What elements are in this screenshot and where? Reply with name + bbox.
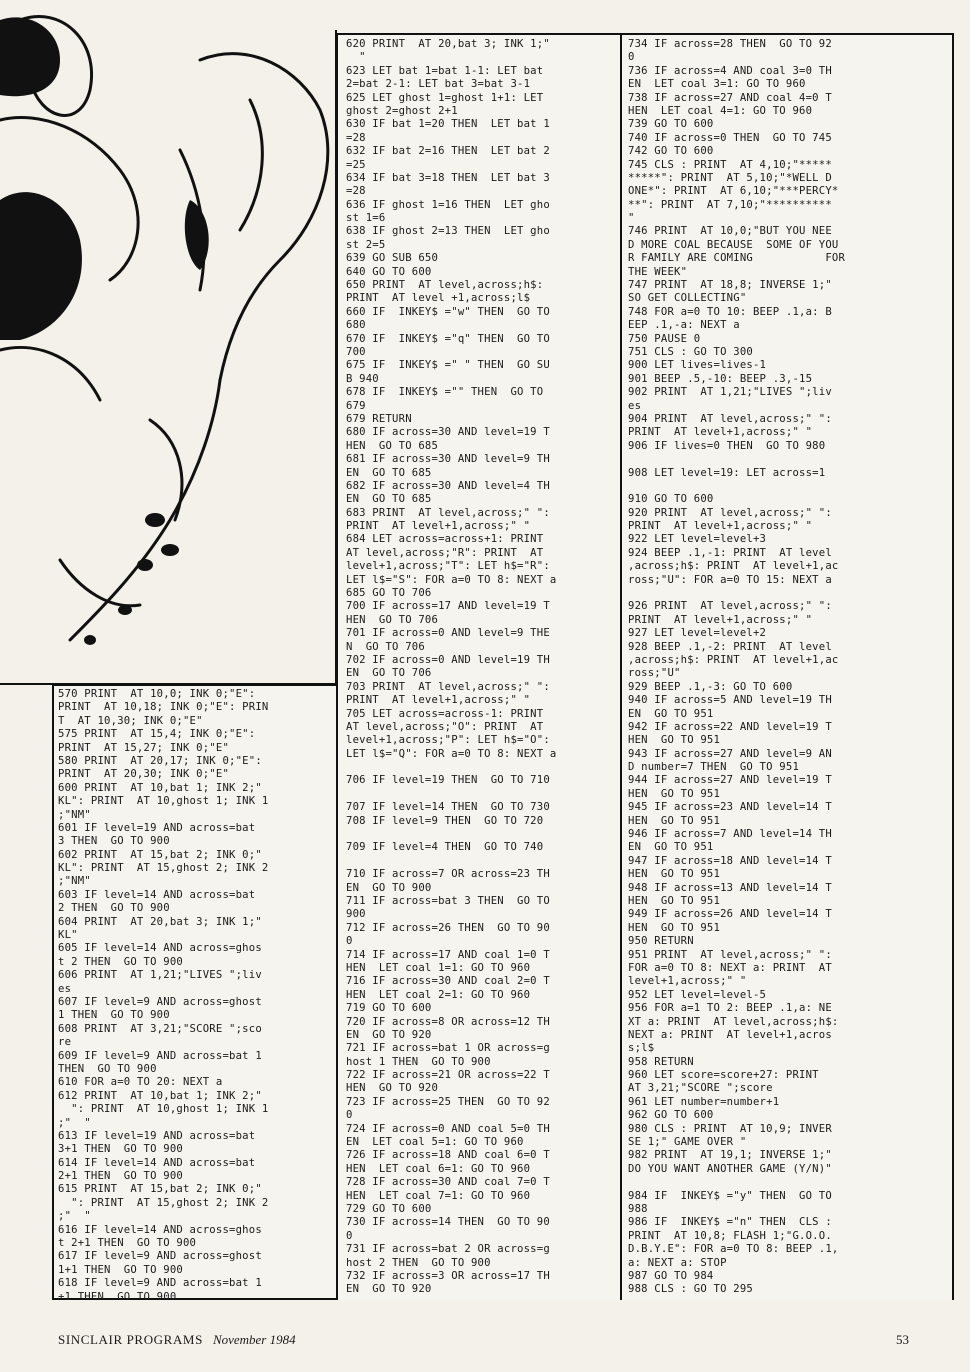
code-line: 607 IF level=9 AND across=ghost: [58, 995, 262, 1008]
code-line: 706 IF level=19 THEN GO TO 710: [346, 774, 550, 787]
code-line: 902 PRINT AT 1,21;"LIVES ";liv: [628, 386, 832, 399]
code-line: 901 BEEP .5,-10: BEEP .3,-15: [628, 372, 813, 385]
code-line: 2 THEN GO TO 900: [58, 902, 170, 915]
code-line: 632 IF bat 2=16 THEN LET bat 2: [346, 145, 550, 158]
code-line: HEN GO TO 951: [628, 868, 721, 881]
code-line: N GO TO 706: [346, 640, 425, 653]
code-line: 724 IF across=0 AND coal 5=0 TH: [346, 1122, 550, 1135]
code-line: HEN LET coal 6=1: GO TO 960: [346, 1162, 531, 1175]
code-line: 0: [346, 1109, 353, 1122]
code-line: EN GO TO 900: [346, 881, 432, 894]
code-line: 601 IF level=19 AND across=bat: [58, 821, 256, 834]
code-line: 702 IF across=0 AND level=19 TH: [346, 653, 550, 666]
code-line: KL": PRINT AT 15,ghost 2; INK 2: [58, 862, 269, 875]
code-line: 640 GO TO 600: [346, 265, 432, 278]
code-line: 940 IF across=5 AND level=19 TH: [628, 694, 832, 707]
code-line: 680 IF across=30 AND level=19 T: [346, 426, 550, 439]
code-line: KL": PRINT AT 10,ghost 1; INK 1: [58, 795, 269, 808]
code-line: 945 IF across=23 AND level=14 T: [628, 801, 832, 814]
code-line: 960 LET score=score+27: PRINT: [628, 1069, 819, 1082]
code-line: level+1,across;"T": LET h$="R":: [346, 560, 550, 573]
code-line: 711 IF across=bat 3 THEN GO TO: [346, 895, 550, 907]
code-line: 747 PRINT AT 18,8; INVERSE 1;": [628, 279, 832, 292]
code-line: **": PRINT AT 7,10;"**********: [628, 198, 832, 211]
code-line: st 2=5: [346, 238, 386, 251]
code-line: 746 PRINT AT 10,0;"BUT YOU NEE: [628, 225, 832, 238]
code-line: 948 IF across=13 AND level=14 T: [628, 881, 832, 894]
code-line: 943 IF across=27 AND level=9 AN: [628, 747, 832, 760]
code-line: 0: [346, 935, 353, 948]
code-line: 1 THEN GO TO 900: [58, 1009, 170, 1022]
code-line: XT a: PRINT AT level,across;h$:: [628, 1015, 839, 1028]
code-line: 731 IF across=bat 2 OR across=g: [346, 1243, 550, 1256]
code-line: =28: [346, 185, 366, 198]
code-line: 714 IF across=17 AND coal 1=0 T: [346, 948, 550, 961]
code-line: 670 IF INKEY$ ="q" THEN GO TO: [346, 332, 550, 345]
code-line: [346, 761, 557, 774]
code-line: 924 BEEP .1,-1: PRINT AT level: [628, 546, 832, 559]
listing-column-b: [346, 38, 557, 1297]
code-line: FOR a=0 TO 8: NEXT a: PRINT AT: [628, 961, 832, 974]
code-line: D number=7 THEN GO TO 951: [628, 761, 800, 774]
code-line: 660 IF INKEY$ ="w" THEN GO TO: [346, 305, 550, 318]
code-line: 0: [346, 1229, 353, 1242]
code-line: 2=bat 2-1: LET bat 3=bat 3-1: [346, 78, 531, 91]
code-line: 684 LET across=across+1: PRINT: [346, 533, 544, 546]
code-line: 738 IF across=27 AND coal 4=0 T: [628, 91, 832, 104]
code-line: LET l$="S": FOR a=0 TO 8: NEXT a: [346, 573, 557, 586]
code-line: t 2+1 THEN GO TO 900: [58, 1237, 197, 1250]
code-line: 0: [628, 51, 635, 64]
code-line: PRINT AT level+1,across;" ": [628, 520, 813, 533]
code-line: 984 IF INKEY$ ="y" THEN GO TO: [628, 1189, 832, 1202]
code-line: ": [346, 51, 366, 64]
code-line: R FAMILY ARE COMING FOR: [628, 252, 846, 265]
code-line: 625 LET ghost 1=ghost 1+1: LET: [346, 91, 544, 104]
code-line: HEN LET coal 4=1: GO TO 960: [628, 104, 813, 117]
code-line: 703 PRINT AT level,across;" ":: [346, 680, 550, 693]
code-line: EEP .1,-a: NEXT a: [628, 319, 740, 332]
code-line: 962 GO TO 600: [628, 1109, 714, 1122]
code-line: D.B.Y.E": FOR a=0 TO 8: BEEP .1,: [628, 1243, 839, 1256]
code-line: ": [628, 212, 635, 225]
code-line: 679: [346, 399, 366, 412]
code-line: 636 IF ghost 1=16 THEN LET gho: [346, 198, 550, 211]
code-line: ghost 2=ghost 2+1: [346, 104, 458, 117]
code-line: 908 LET level=19: LET across=1: [628, 466, 826, 479]
code-line: ;" ": [58, 1210, 91, 1223]
code-line: =25: [346, 158, 366, 171]
code-line: SE 1;" GAME OVER ": [628, 1136, 747, 1149]
code-line: 612 PRINT AT 10,bat 1; INK 2;": [58, 1089, 262, 1102]
code-line: 639 GO SUB 650: [346, 252, 439, 265]
listing-column-a: [58, 688, 269, 1304]
code-line: 900 LET lives=lives-1: [628, 359, 767, 372]
code-line: 634 IF bat 3=18 THEN LET bat 3: [346, 171, 550, 184]
code-line: PRINT AT level+1,across;" ": [628, 426, 813, 439]
code-line: LET l$="Q": FOR a=0 TO 8: NEXT a: [346, 747, 557, 760]
code-line: PRINT AT level+1,across;" ": [346, 520, 531, 533]
code-line: 600 PRINT AT 10,bat 1; INK 2;": [58, 781, 262, 794]
listing-column-c: [628, 38, 845, 1297]
code-line: 3 THEN GO TO 900: [58, 835, 170, 848]
code-line: 580 PRINT AT 20,17; INK 0;"E":: [58, 754, 262, 767]
code-line: AT level,across;"O": PRINT AT: [346, 720, 544, 733]
code-line: 988 CLS : GO TO 295: [628, 1283, 753, 1296]
code-line: 604 PRINT AT 20,bat 3; INK 1;": [58, 915, 262, 928]
code-line: T AT 10,30; INK 0;"E": [58, 714, 203, 727]
code-line: HEN GO TO 951: [628, 814, 721, 827]
code-line: THEN GO TO 900: [58, 1062, 157, 1075]
code-line: 719 GO TO 600: [346, 1002, 432, 1015]
code-line: PRINT AT 15,27; INK 0;"E": [58, 741, 230, 754]
code-line: host 1 THEN GO TO 900: [346, 1055, 491, 1068]
code-line: ,across;h$: PRINT AT level+1,ac: [628, 560, 839, 573]
code-line: HEN GO TO 920: [346, 1082, 439, 1095]
code-line: EN GO TO 951: [628, 707, 714, 720]
code-line: 748 FOR a=0 TO 10: BEEP .1,a: B: [628, 305, 832, 318]
code-line: s;l$: [628, 1042, 655, 1055]
code-line: 709 IF level=4 THEN GO TO 740: [346, 841, 544, 854]
code-line: 904 PRINT AT level,across;" ":: [628, 412, 832, 425]
code-line: 734 IF across=28 THEN GO TO 92: [628, 38, 832, 50]
code-line: NEXT a: PRINT AT level+1,acros: [628, 1028, 832, 1041]
code-line: 602 PRINT AT 15,bat 2; INK 0;": [58, 848, 262, 861]
code-line: HEN LET coal 1=1: GO TO 960: [346, 961, 531, 974]
code-line: 680: [346, 319, 366, 332]
code-line: 608 PRINT AT 3,21;"SCORE ";sco: [58, 1022, 262, 1035]
code-line: ONE*": PRINT AT 6,10;"***PERCY*: [628, 185, 839, 198]
code-line: EN GO TO 951: [628, 841, 714, 854]
code-line: HEN LET coal 7=1: GO TO 960: [346, 1189, 531, 1202]
code-line: [346, 828, 557, 841]
code-line: es: [628, 399, 642, 412]
code-line: 617 IF level=9 AND across=ghost: [58, 1250, 262, 1263]
issue-date: November 1984: [212, 1332, 296, 1347]
code-line: 946 IF across=7 AND level=14 TH: [628, 828, 832, 841]
code-line: 942 IF across=22 AND level=19 T: [628, 720, 832, 733]
code-line: 685 GO TO 706: [346, 587, 432, 600]
code-line: 949 IF across=26 AND level=14 T: [628, 908, 832, 921]
code-line: 605 IF level=14 AND across=ghos: [58, 942, 262, 955]
code-line: HEN GO TO 685: [346, 439, 439, 452]
code-line: a: NEXT a: STOP: [628, 1256, 727, 1269]
code-line: HEN LET coal 2=1: GO TO 960: [346, 988, 531, 1001]
code-line: EN GO TO 920: [346, 1283, 432, 1296]
code-line: 900: [346, 908, 366, 921]
code-line: HEN GO TO 951: [628, 734, 721, 747]
code-line: PRINT AT level+1,across;" ": [346, 694, 531, 707]
code-line: 988: [628, 1202, 648, 1215]
code-line: 929 BEEP .1,-3: GO TO 600: [628, 680, 793, 693]
code-line: t 2 THEN GO TO 900: [58, 955, 183, 968]
code-line: 681 IF across=30 AND level=9 TH: [346, 453, 550, 466]
box-divider: [620, 33, 622, 1300]
code-line: 950 RETURN: [628, 935, 694, 948]
code-line: HEN GO TO 951: [628, 921, 721, 934]
code-line: 1+1 THEN GO TO 900: [58, 1263, 183, 1276]
code-line: 610 FOR a=0 TO 20: NEXT a: [58, 1076, 223, 1089]
code-line: 732 IF across=3 OR across=17 TH: [346, 1269, 550, 1282]
code-line: =28: [346, 131, 366, 144]
code-line: 920 PRINT AT level,across;" ":: [628, 506, 832, 519]
code-line: [346, 788, 557, 801]
code-line: 570 PRINT AT 10,0; INK 0;"E":: [58, 688, 256, 700]
code-line: [628, 480, 845, 493]
code-line: ;"NM": [58, 875, 91, 888]
code-line: HEN GO TO 706: [346, 613, 439, 626]
code-line: 679 RETURN: [346, 412, 412, 425]
code-line: 3+1 THEN GO TO 900: [58, 1143, 183, 1156]
code-line: [628, 453, 845, 466]
code-line: 700 IF across=17 AND level=19 T: [346, 600, 550, 613]
code-line: 910 GO TO 600: [628, 493, 714, 506]
code-line: 750 PAUSE 0: [628, 332, 701, 345]
code-line: level+1,across;" ": [628, 975, 747, 988]
code-line: 906 IF lives=0 THEN GO TO 980: [628, 439, 826, 452]
code-line: 712 IF across=26 THEN GO TO 90: [346, 921, 550, 934]
code-line: ross;"U": FOR a=0 TO 15: NEXT a: [628, 573, 832, 586]
code-line: [346, 855, 557, 868]
code-line: 987 GO TO 984: [628, 1269, 714, 1282]
code-line: 961 LET number=number+1: [628, 1095, 780, 1108]
code-line: 708 IF level=9 THEN GO TO 720: [346, 814, 544, 827]
code-line: SO GET COLLECTING": [628, 292, 747, 305]
code-line: +1 THEN GO TO 900: [58, 1290, 177, 1303]
code-line: B 940: [346, 372, 379, 385]
code-line: 729 GO TO 600: [346, 1202, 432, 1215]
code-line: es: [58, 982, 72, 995]
code-line: 609 IF level=9 AND across=bat 1: [58, 1049, 262, 1062]
code-line: 947 IF across=18 AND level=14 T: [628, 854, 832, 867]
code-line: D MORE COAL BECAUSE SOME OF YOU: [628, 238, 839, 251]
code-line: ;" ": [58, 1116, 91, 1129]
code-line: EN LET coal 5=1: GO TO 960: [346, 1136, 524, 1149]
code-line: 928 BEEP .1,-2: PRINT AT level: [628, 640, 832, 653]
code-line: EN GO TO 685: [346, 493, 432, 506]
code-line: [628, 587, 845, 600]
code-line: 728 IF across=30 AND coal 7=0 T: [346, 1176, 550, 1189]
code-line: 927 LET level=level+2: [628, 627, 767, 640]
code-line: 720 IF across=8 OR across=12 TH: [346, 1015, 550, 1028]
code-line: 944 IF across=27 AND level=19 T: [628, 774, 832, 787]
code-line: 630 IF bat 1=20 THEN LET bat 1: [346, 118, 550, 131]
code-line: 742 GO TO 600: [628, 145, 714, 158]
code-line: 739 GO TO 600: [628, 118, 714, 131]
code-line: 623 LET bat 1=bat 1-1: LET bat: [346, 64, 544, 77]
code-line: 710 IF across=7 OR across=23 TH: [346, 868, 550, 881]
code-line: HEN GO TO 951: [628, 787, 721, 800]
hand-illustration: [0, 0, 340, 690]
code-line: level+1,across;"P": LET h$="O":: [346, 734, 550, 747]
code-line: ross;"U": [628, 667, 681, 680]
code-line: 620 PRINT AT 20,bat 3; INK 1;": [346, 38, 550, 50]
code-line: 716 IF across=30 AND coal 2=0 T: [346, 975, 550, 988]
code-line: PRINT AT 10,18; INK 0;"E": PRIN: [58, 701, 269, 714]
code-line: host 2 THEN GO TO 900: [346, 1256, 491, 1269]
code-line: 606 PRINT AT 1,21;"LIVES ";liv: [58, 969, 262, 982]
code-line: 700: [346, 345, 366, 358]
code-line: 956 FOR a=1 TO 2: BEEP .1,a: NE: [628, 1002, 832, 1015]
code-line: 603 IF level=14 AND across=bat: [58, 888, 256, 901]
code-line: 740 IF across=0 THEN GO TO 745: [628, 131, 832, 144]
code-line: 730 IF across=14 THEN GO TO 90: [346, 1216, 550, 1229]
code-line: 618 IF level=9 AND across=bat 1: [58, 1277, 262, 1290]
page-number: 53: [896, 1332, 909, 1347]
code-line: 613 IF level=19 AND across=bat: [58, 1129, 256, 1142]
code-line: 638 IF ghost 2=13 THEN LET gho: [346, 225, 550, 238]
code-line: 722 IF across=21 OR across=22 T: [346, 1069, 550, 1082]
code-line: THE WEEK": [628, 265, 688, 278]
code-line: 982 PRINT AT 19,1; INVERSE 1;": [628, 1149, 832, 1162]
code-line: 615 PRINT AT 15,bat 2; INK 0;": [58, 1183, 262, 1196]
code-line: HEN GO TO 951: [628, 895, 721, 907]
code-line: PRINT AT 10,8; FLASH 1;"G.O.O.: [628, 1229, 832, 1242]
code-line: ;"NM": [58, 808, 91, 821]
code-line: 922 LET level=level+3: [628, 533, 767, 546]
code-line: 616 IF level=14 AND across=ghos: [58, 1223, 262, 1236]
code-line: 614 IF level=14 AND across=bat: [58, 1156, 256, 1169]
code-line: st 1=6: [346, 212, 386, 225]
code-line: 952 LET level=level-5: [628, 988, 767, 1001]
code-line: 683 PRINT AT level,across;" ":: [346, 506, 550, 519]
code-line: 575 PRINT AT 15,4; INK 0;"E":: [58, 728, 256, 741]
code-line: ,across;h$: PRINT AT level+1,ac: [628, 653, 839, 666]
footer-credit: [58, 1332, 296, 1348]
code-line: EN GO TO 706: [346, 667, 432, 680]
code-line: 986 IF INKEY$ ="n" THEN CLS :: [628, 1216, 832, 1229]
code-line: AT 3,21;"SCORE ";score: [628, 1082, 773, 1095]
code-line: 682 IF across=30 AND level=4 TH: [346, 479, 550, 492]
code-line: ": PRINT AT 10,ghost 1; INK 1: [58, 1103, 269, 1116]
code-line: 678 IF INKEY$ ="" THEN GO TO: [346, 386, 544, 399]
code-line: 751 CLS : GO TO 300: [628, 345, 753, 358]
code-line: 721 IF across=bat 1 OR across=g: [346, 1042, 550, 1055]
code-line: 675 IF INKEY$ =" " THEN GO SU: [346, 359, 550, 372]
code-line: 705 LET across=across-1: PRINT: [346, 707, 544, 720]
code-line: 726 IF across=18 AND coal 6=0 T: [346, 1149, 550, 1162]
publication-name: SINCLAIR PROGRAMS: [58, 1332, 203, 1347]
code-line: EN LET coal 3=1: GO TO 960: [628, 78, 806, 91]
code-line: 980 CLS : PRINT AT 10,9; INVER: [628, 1122, 832, 1135]
code-line: re: [58, 1036, 72, 1049]
code-line: 958 RETURN: [628, 1055, 694, 1068]
code-line: 926 PRINT AT level,across;" ":: [628, 600, 832, 613]
code-line: KL": [58, 929, 78, 942]
code-line: 2+1 THEN GO TO 900: [58, 1170, 183, 1183]
code-line: AT level,across;"R": PRINT AT: [346, 546, 544, 559]
code-line: ": PRINT AT 15,ghost 2; INK 2: [58, 1196, 269, 1209]
code-line: 951 PRINT AT level,across;" ":: [628, 948, 832, 961]
code-line: [628, 1176, 845, 1189]
code-line: *****": PRINT AT 5,10;"*WELL D: [628, 171, 832, 184]
code-line: 736 IF across=4 AND coal 3=0 TH: [628, 64, 832, 77]
code-line: PRINT AT 20,30; INK 0;"E": [58, 768, 230, 781]
code-line: 701 IF across=0 AND level=9 THE: [346, 627, 550, 640]
code-line: 707 IF level=14 THEN GO TO 730: [346, 801, 550, 814]
code-line: PRINT AT level +1,across;l$: [346, 292, 531, 305]
code-line: 650 PRINT AT level,across;h$:: [346, 279, 544, 292]
code-line: EN GO TO 685: [346, 466, 432, 479]
code-line: DO YOU WANT ANOTHER GAME (Y/N)": [628, 1162, 832, 1175]
code-line: 745 CLS : PRINT AT 4,10;"*****: [628, 158, 832, 171]
code-line: EN GO TO 920: [346, 1028, 432, 1041]
code-line: PRINT AT level+1,across;" ": [628, 613, 813, 626]
code-line: 723 IF across=25 THEN GO TO 92: [346, 1095, 550, 1108]
